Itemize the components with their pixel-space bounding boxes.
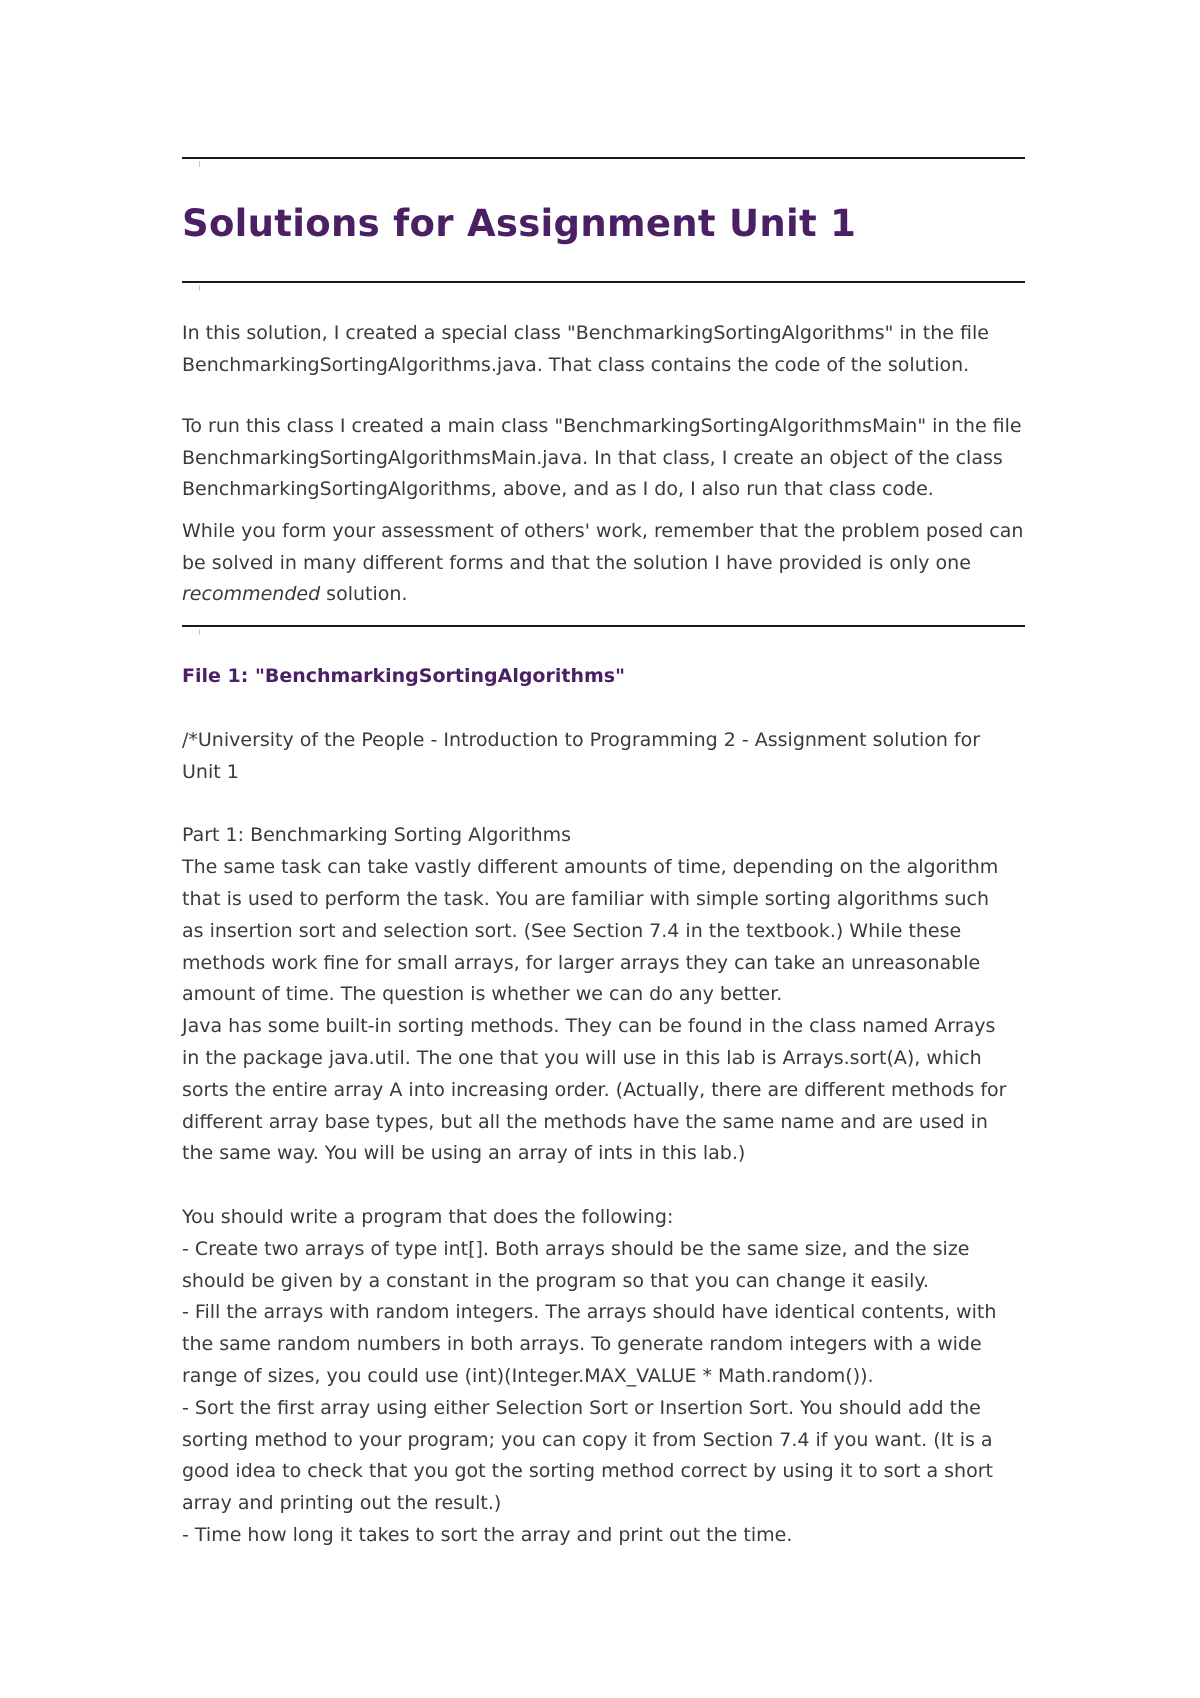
code-line: good idea to check that you got the sorting method correct by using it to sort a short (182, 1460, 993, 1483)
intro-paragraph-3 (182, 516, 1025, 611)
code-line: that is used to perform the task. You are familiar with simple sorting algorithms such (182, 887, 989, 910)
code-line: - Create two arrays of type int[]. Both arrays should be the same size, and the size (182, 1237, 970, 1260)
file-heading: File 1: "BenchmarkingSortingAlgorithms" (182, 665, 625, 687)
code-line (182, 1170, 1025, 1202)
divider-mark (199, 285, 200, 291)
section-divider (182, 625, 1025, 627)
code-line: amount of time. The question is whether we can do any better. (182, 983, 783, 1006)
code-line: You should write a program that does the following: (182, 1205, 674, 1228)
code-line: Part 1: Benchmarking Sorting Algorithms (182, 824, 572, 847)
code-line: - Sort the first array using either Selection Sort or Insertion Sort. You should add the (182, 1396, 981, 1419)
code-line: Java has some built-in sorting methods. They can be found in the class named Arrays (182, 1015, 996, 1038)
code-line: should be given by a constant in the program so that you can change it easily. (182, 1269, 929, 1292)
code-line: The same task can take vastly different amounts of time, depending on the algorithm (182, 856, 999, 879)
code-line: the same random numbers in both arrays. To generate random integers with a wide (182, 1333, 982, 1356)
code-line: range of sizes, you could use (int)(Integer.MAX_VALUE * Math.random()). (182, 1364, 874, 1387)
code-line: /*University of the People - Introduction to Programming 2 - Assignment solution for (182, 729, 981, 751)
title-divider (182, 281, 1025, 283)
code-line: different array base types, but all the methods have the same name and are used in (182, 1110, 988, 1133)
paragraph-text: solution. (320, 583, 408, 605)
code-line: as insertion sort and selection sort. (See Section 7.4 in the textbook.) While these (182, 919, 962, 942)
code-line: - Time how long it takes to sort the array and print out the time. (182, 1523, 793, 1546)
code-line: methods work fine for small arrays, for larger arrays they can take an unreasonable (182, 951, 981, 974)
page-title: Solutions for Assignment Unit 1 (182, 202, 857, 245)
intro-paragraph-1: In this solution, I created a special class "BenchmarkingSortingAlgorithms" in the file BenchmarkingSortingAlgorithms.java. That class contains the code of the solution. (182, 322, 989, 376)
code-line: sorting method to your program; you can copy it from Section 7.4 if you want. (It is a (182, 1428, 993, 1451)
code-line: Unit 1 (182, 760, 239, 783)
code-comment-block (182, 725, 1025, 1552)
divider-mark (199, 161, 200, 167)
intro-paragraph-2: To run this class I created a main class "BenchmarkingSortingAlgorithmsMain" in the file BenchmarkingSortingAlgorithmsMain.java. In that class, I create an object of the class BenchmarkingSortingAlgorithms, above, and as I do, I also run that class code. (182, 415, 1022, 500)
divider-mark (199, 629, 200, 635)
top-divider (182, 157, 1025, 159)
code-line: - Fill the arrays with random integers. The arrays should have identical contents, with (182, 1301, 997, 1324)
code-line: array and printing out the result.) (182, 1492, 502, 1515)
code-line: in the package java.util. The one that you will use in this lab is Arrays.sort(A), which (182, 1046, 982, 1069)
emphasized-word: recommended (182, 583, 321, 605)
code-line: sorts the entire array A into increasing order. (Actually, there are different methods for (182, 1078, 1007, 1101)
paragraph-text: While you form your assessment of others' work, remember that the problem posed can be solved in many different forms and that the solution I have provided is only one (182, 520, 1024, 574)
code-line: the same way. You will be using an array of ints in this lab.) (182, 1142, 746, 1165)
code-line (182, 789, 1025, 821)
